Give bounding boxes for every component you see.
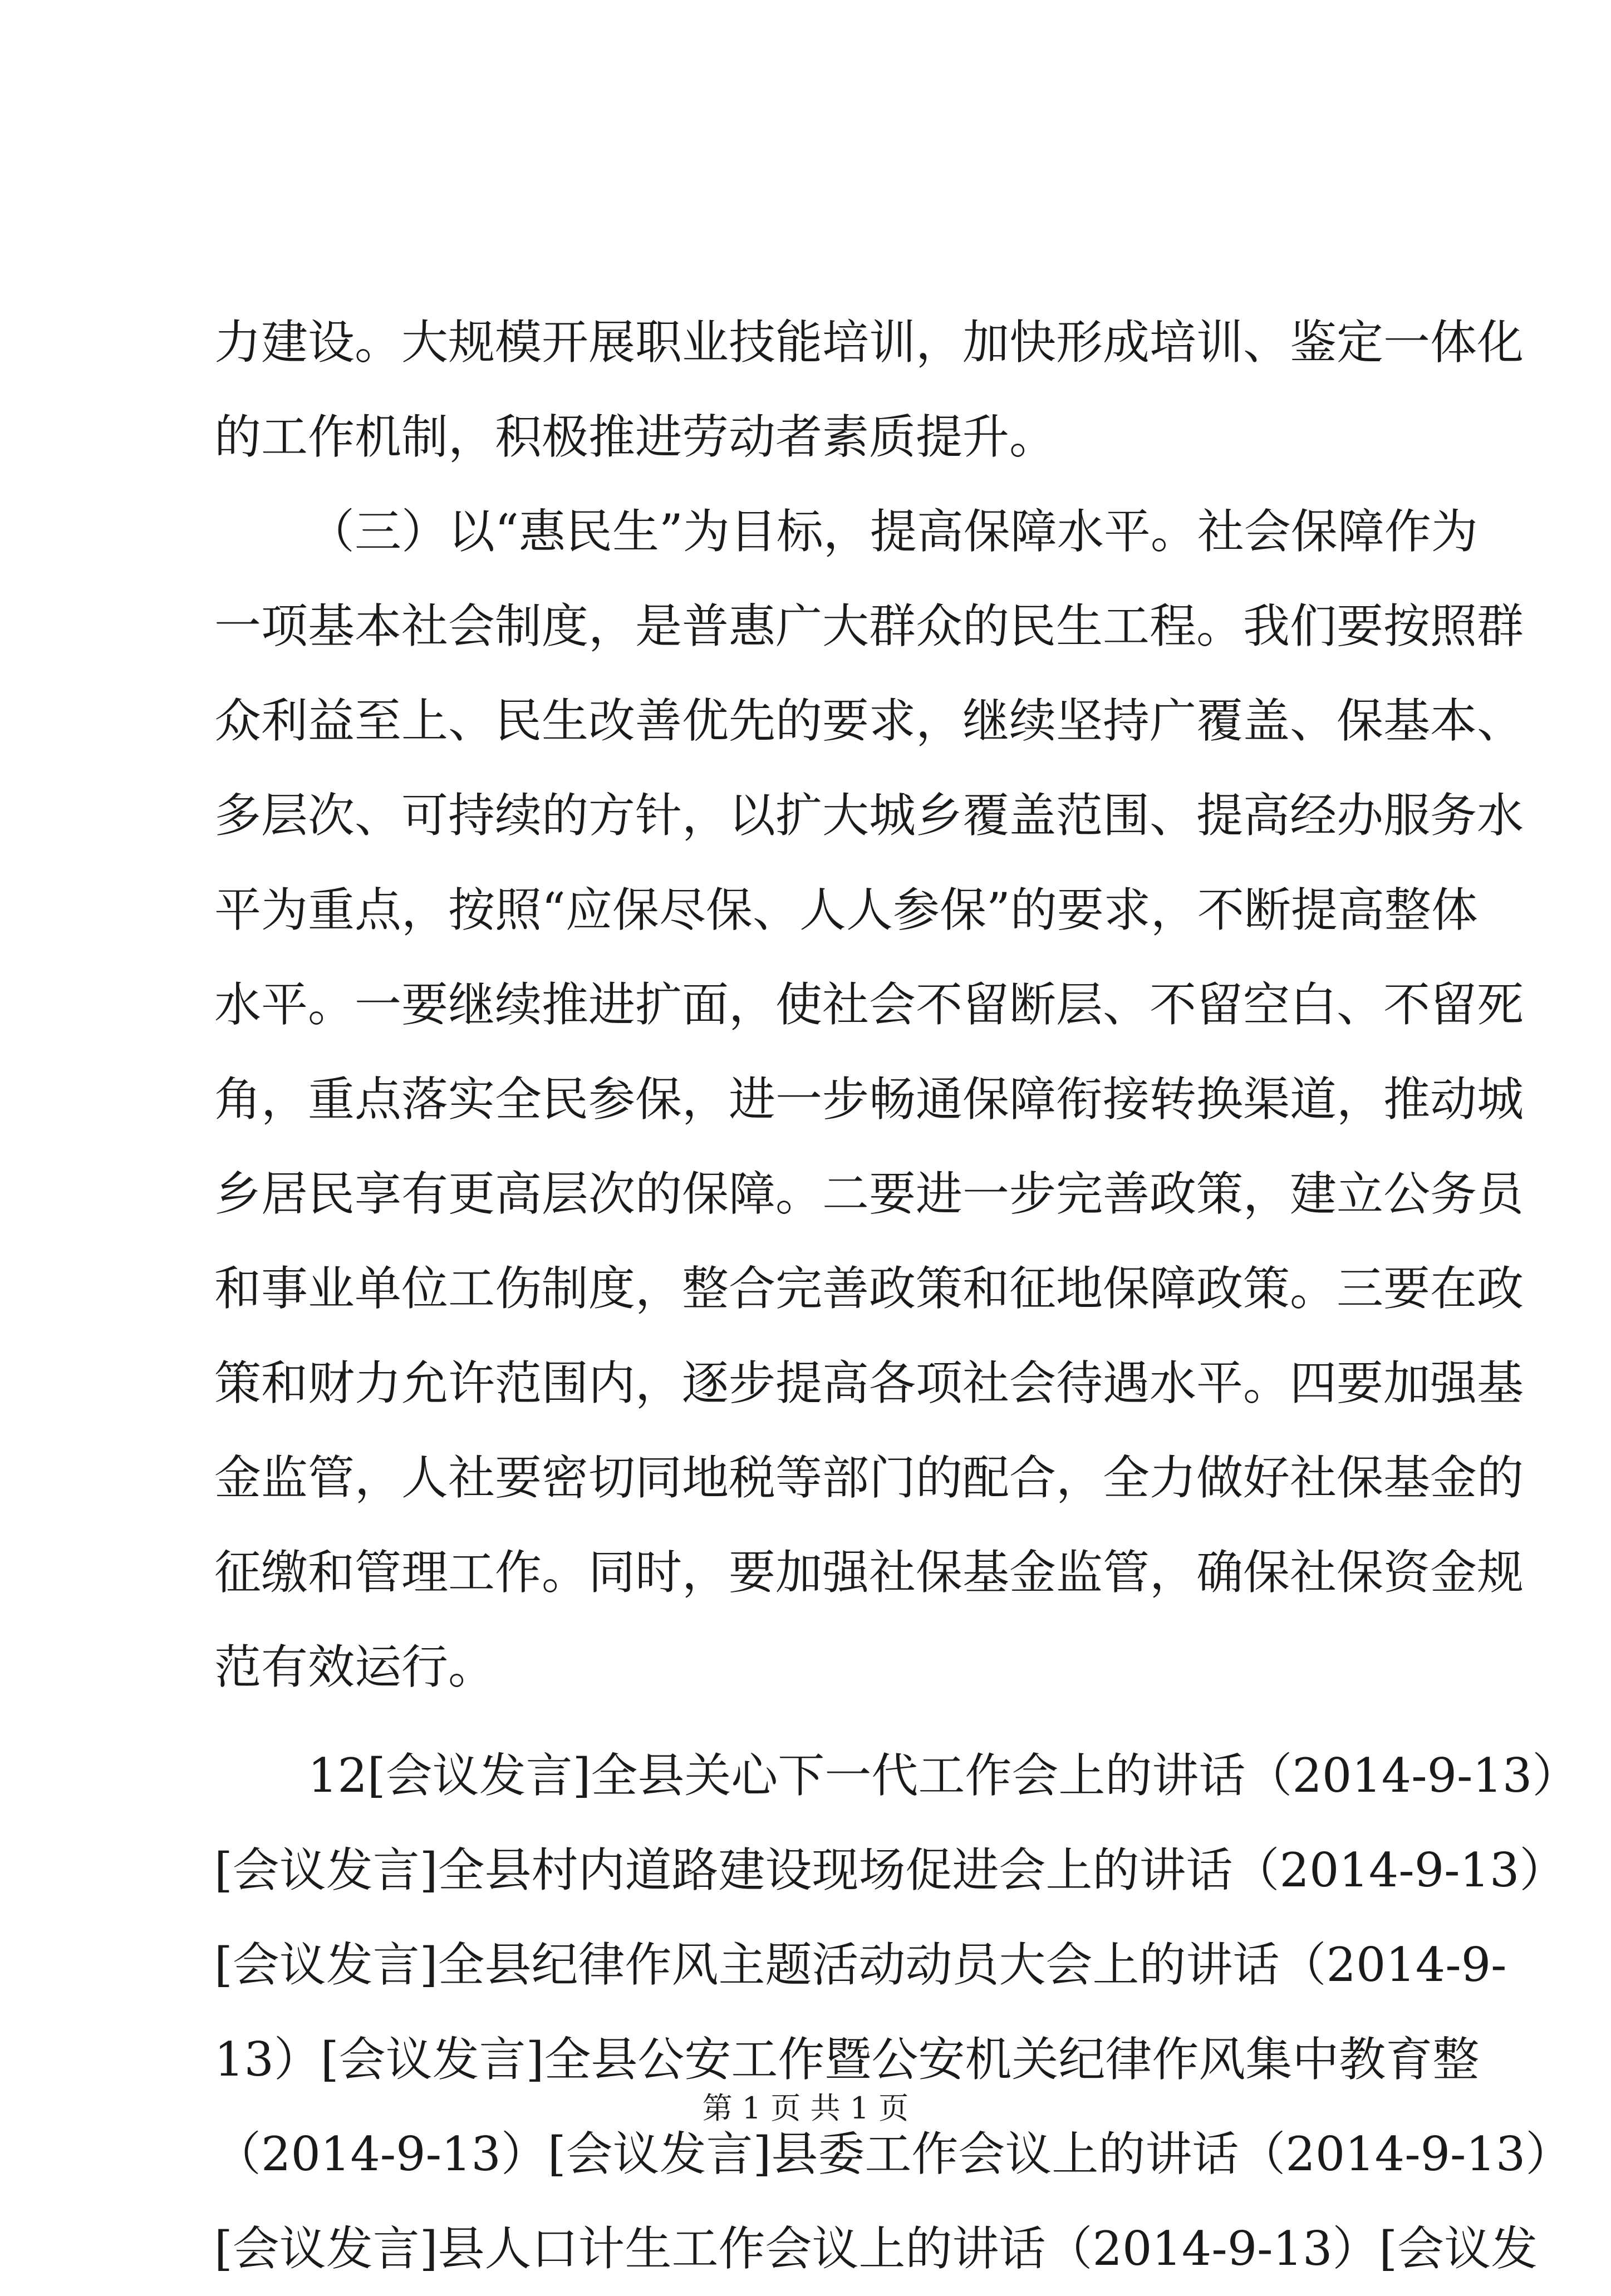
text-line: [会议发言]全县村内道路建设现场促进会上的讲话（2014-9-13）: [214, 1843, 1566, 1897]
text-line: 12[会议发言]全县关心下一代工作会上的讲话（2014-9-13）: [308, 1748, 1579, 1803]
text-line: 金监管，人社要密切同地税等部门的配合，全力做好社保基金的: [214, 1451, 1524, 1505]
text-line: （2014-9-13）[会议发言]县委工作会议上的讲话（2014-9-13）: [214, 2127, 1573, 2181]
paragraph-2: [214, 484, 1524, 1714]
text-line: 平为重点，按照“应保尽保、人人参保”的要求，不断提高整体: [214, 883, 1478, 937]
text-line: [会议发言]县人口计生工作会议上的讲话（2014-9-13）[会议发: [214, 2221, 1538, 2276]
paragraph-1: [214, 295, 1524, 484]
text-line: 的工作机制，积极推进劳动者素质提升。: [214, 410, 1057, 464]
text-line: 范有效运行。: [214, 1640, 495, 1694]
text-line: 众利益至上、民生改善优先的要求，继续坚持广覆盖、保基本、: [214, 694, 1524, 748]
text-line: 一项基本社会制度，是普惠广大群众的民生工程。我们要按照群: [214, 599, 1524, 653]
text-line: 力建设。大规模开展职业技能培训，加快形成培训、鉴定一体化: [214, 315, 1524, 370]
text-line: 乡居民享有更高层次的保障。二要进一步完善政策，建立公务员: [214, 1167, 1524, 1221]
text-line: 角，重点落实全民参保，进一步畅通保障衔接转换渠道，推动城: [214, 1072, 1524, 1127]
text-line: 策和财力允许范围内，逐步提高各项社会待遇水平。四要加强基: [214, 1356, 1524, 1410]
text-line: 多层次、可持续的方针，以扩大城乡覆盖范围、提高经办服务水: [214, 788, 1524, 843]
text-line: 征缴和管理工作。同时，要加强社保基金监管，确保社保资金规: [214, 1545, 1524, 1600]
text-line: 13）[会议发言]全县公安工作暨公安机关纪律作风集中教育整: [214, 2032, 1480, 2087]
paragraph-gap: [214, 1714, 1433, 1728]
document-body: [214, 295, 1579, 2296]
text-line: [会议发言]全县纪律作风主题活动动员大会上的讲话（2014-9-: [214, 1938, 1507, 1992]
text-line: 和事业单位工伤制度，整合完善政策和征地保障政策。三要在政: [214, 1261, 1524, 1316]
text-line: （三）以“惠民生”为目标，提高保障水平。社会保障作为: [308, 504, 1478, 559]
page-number-footer: 第 1 页 共 1 页: [702, 2091, 909, 2126]
text-line: 水平。一要继续推进扩面，使社会不留断层、不留空白、不留死: [214, 977, 1524, 1032]
paragraph-3-related-links: [214, 1728, 1579, 2296]
